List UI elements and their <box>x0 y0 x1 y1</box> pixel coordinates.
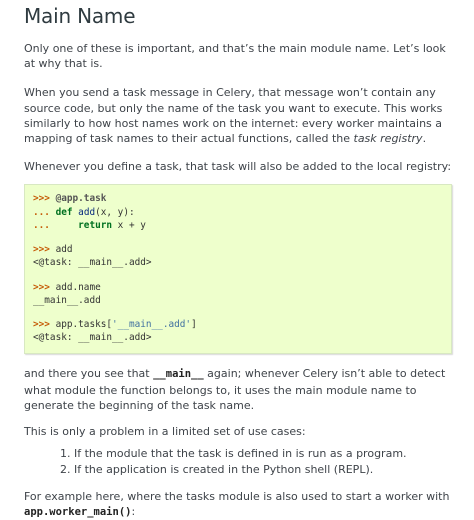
task-registry-text: When you send a task message in Celery, that message won’t contain any source code, but only the name of the task you want to execute. This works similarly to how host names work on the internet: every worker maintains a mapping of task names to their actual functions, called the <box>24 86 443 146</box>
code-line: >>> @app.task <box>33 193 107 205</box>
code-example-block <box>24 184 452 354</box>
code-line: >>> app.tasks['__main__.add'] <box>33 319 197 331</box>
worker-example-text: For example here, where the tasks module is also used to start a worker with <box>24 490 450 504</box>
list-item: 2. If the application is created in the Python shell (REPL). <box>74 462 452 477</box>
worker-example-paragraph <box>24 489 452 520</box>
inline-code-worker-main: app.worker_main() <box>24 506 132 519</box>
task-registry-paragraph <box>24 85 452 146</box>
code-output-line: <@task: __main__.add> <box>33 257 152 269</box>
task-registry-text-end: . <box>422 132 427 146</box>
code-output-line: <@task: __main__.add> <box>33 332 152 344</box>
section-title: Main Name <box>24 4 136 28</box>
worker-example-end: : <box>131 505 136 519</box>
main-module-text-end: again; whenever Celery isn’t able to detect what module the function belongs to, it uses the main module name to generate the beginning of the task name. <box>24 367 446 412</box>
intro-paragraph: Only one of these is important, and that’s the main module name. Let’s look at why that is. <box>24 42 446 71</box>
registry-intro-paragraph: Whenever you define a task, that task will also be added to the local registry: <box>24 160 452 174</box>
main-module-text: and there you see that <box>24 367 154 381</box>
main-module-paragraph <box>24 366 452 413</box>
code-line: ... return x + y <box>33 219 146 231</box>
task-registry-term: task registry <box>353 132 423 146</box>
list-item: 1. If the module that the task is defined in is run as a program. <box>74 446 452 461</box>
code-line: >>> add.name <box>33 281 101 293</box>
use-cases-intro: This is only a problem in a limited set of use cases: <box>24 425 306 439</box>
code-line: ... def add(x, y): <box>33 206 135 218</box>
code-line: >>> add <box>33 244 73 256</box>
inline-code-main: __main__ <box>153 368 204 381</box>
code-output-line: __main__.add <box>33 294 101 306</box>
use-case-list <box>24 446 452 477</box>
